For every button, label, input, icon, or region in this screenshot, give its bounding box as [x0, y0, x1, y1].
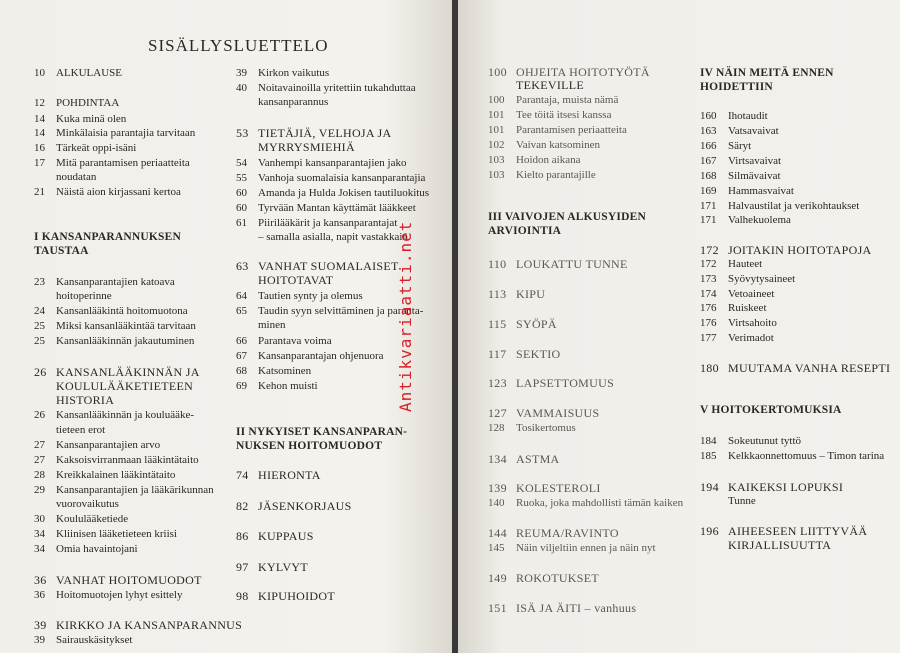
page-number: 176: [700, 317, 717, 329]
entry-title: LOUKATTU TUNNE: [516, 257, 628, 271]
entry-title: Kuka minä olen: [56, 113, 127, 125]
entry-title: Kreikkalainen lääkintätaito: [56, 469, 176, 481]
entry-title: Kansanparantajan ohjenuora: [258, 350, 384, 362]
page-number: 149: [488, 571, 507, 585]
page-number: 39: [34, 618, 47, 632]
page-number: 60: [236, 187, 247, 199]
entry-title: Tosikertomus: [516, 422, 576, 434]
entry-title: Kansanlääkintä hoitomuotona: [56, 305, 188, 317]
page-number: 17: [34, 157, 45, 169]
entry-title: Kliinisen lääketieteen kriisi: [56, 528, 177, 540]
page-number: 180: [700, 361, 719, 375]
entry-title: Kehon muisti: [258, 380, 318, 392]
section-heading: I KANSANPARANNUKSEN: [34, 231, 182, 243]
watermark: Antikvariaatti.net: [396, 220, 415, 412]
section-heading: III VAIVOJEN ALKUSYIDEN: [488, 211, 646, 223]
page-number: 176: [700, 302, 717, 314]
page-number: 160: [700, 110, 717, 122]
section-heading: TAUSTAA: [34, 245, 89, 257]
page-number: 167: [700, 155, 717, 167]
page-number: 98: [236, 589, 249, 603]
page-number: 151: [488, 601, 507, 615]
page-number: 172: [700, 243, 719, 257]
entry-title: JOITAKIN HOITOTAPOJA: [728, 243, 872, 257]
entry-title: Kansanparantajien arvo: [56, 439, 161, 451]
page-number: 117: [488, 347, 507, 361]
page-number: 39: [236, 67, 247, 79]
page-number: 14: [34, 113, 45, 125]
page-number: 39: [34, 634, 45, 646]
entry-title: VANHAT HOITOMUODOT: [56, 573, 202, 587]
entry-title: tieteen erot: [56, 424, 106, 436]
page-number: 27: [34, 454, 45, 466]
page-number: 67: [236, 350, 247, 362]
entry-title: Silmävaivat: [728, 170, 781, 182]
entry-title: KYLVYT: [258, 560, 309, 574]
entry-title: VAMMAISUUS: [516, 406, 600, 420]
entry-title: Halvaustilat ja verikohtaukset: [728, 200, 860, 212]
entry-title: HOITOTAVAT: [258, 273, 334, 287]
page-number: 53: [236, 126, 249, 140]
entry-title: VANHAT SUOMALAISET: [258, 259, 399, 273]
page-number: 60: [236, 202, 247, 214]
entry-title: Miksi kansanlääkintää tarvitaan: [56, 320, 196, 332]
entry-title: vuorovaikutus: [56, 498, 119, 510]
page-number: 134: [488, 452, 507, 466]
entry-title: Kaksoisvirranmaan lääkintätaito: [56, 454, 199, 466]
page-number: 40: [236, 82, 247, 94]
page-number: 25: [34, 320, 45, 332]
entry-title: REUMA/RAVINTO: [516, 526, 619, 540]
entry-title: Tautien synty ja olemus: [258, 290, 363, 302]
entry-title: KUPPAUS: [258, 529, 314, 543]
entry-title: Vanhempi kansanparantajien jako: [258, 157, 407, 169]
page-number: 185: [700, 450, 717, 462]
section-heading: IV NÄIN MEITÄ ENNEN: [700, 67, 834, 79]
page-number: 127: [488, 406, 507, 420]
page-number: 101: [488, 124, 505, 136]
entry-title: Virtsahoito: [728, 317, 777, 329]
page-number: 177: [700, 332, 717, 344]
page-number: 69: [236, 380, 247, 392]
page-number: 36: [34, 573, 47, 587]
entry-title: Syövytysaineet: [728, 273, 796, 285]
page-number: 174: [700, 288, 717, 300]
page-number: 145: [488, 542, 505, 554]
entry-title: Parantava voima: [258, 335, 332, 347]
page-number: 61: [236, 217, 247, 229]
page-number: 82: [236, 499, 249, 513]
entry-title: KIRJALLISUUTTA: [728, 538, 832, 552]
page-number: 10: [34, 67, 45, 79]
entry-title: Tunne: [728, 495, 756, 507]
entry-title: AIHEESEEN LIITTYVÄÄ: [728, 524, 868, 538]
page-number: 16: [34, 142, 45, 154]
page-number: 36: [34, 589, 45, 601]
entry-title: KAIKEKSI LOPUKSI: [728, 480, 844, 494]
page-number: 103: [488, 169, 505, 181]
entry-title: Vaivan katsominen: [516, 139, 601, 151]
page-number: 184: [700, 435, 717, 447]
entry-title: Verimadot: [728, 332, 774, 344]
page-number: 102: [488, 139, 505, 151]
entry-title: Kirkon vaikutus: [258, 67, 330, 79]
page-number: 194: [700, 480, 719, 494]
entry-title: Koululääketiede: [56, 513, 129, 525]
entry-title: KOLESTEROLI: [516, 481, 601, 495]
entry-title: Tyrvään Mantan käyttämät lääkkeet: [258, 202, 416, 214]
entry-title: ASTMA: [516, 452, 560, 466]
entry-title: Parantaja, muista nämä: [516, 94, 619, 106]
page-number: 86: [236, 529, 249, 543]
page-number: 173: [700, 273, 717, 285]
page-number: 68: [236, 365, 247, 377]
entry-title: Omia havaintojani: [56, 543, 138, 555]
entry-title: Taudin syyn selvittäminen ja paranta-: [258, 305, 424, 317]
entry-title: Tee töitä itsesi kanssa: [516, 109, 612, 121]
page-number: 23: [34, 276, 45, 288]
entry-title: KOULULÄÄKETIETEEN: [56, 379, 194, 393]
page-number: 25: [34, 335, 45, 347]
page-number: 110: [488, 257, 507, 271]
entry-title: Hauteet: [728, 258, 763, 270]
section-heading: II NYKYISET KANSANPARAN-: [236, 426, 408, 438]
entry-title: TIETÄJIÄ, VELHOJA JA: [258, 126, 392, 140]
entry-title: Vanhoja suomalaisia kansanparantajia: [258, 172, 426, 184]
page-number: 169: [700, 185, 717, 197]
page-number: 172: [700, 258, 717, 270]
entry-title: Sairauskäsitykset: [56, 634, 133, 646]
page-number: 34: [34, 528, 45, 540]
entry-title: noudatan: [56, 171, 97, 183]
entry-title: KIPUHOIDOT: [258, 589, 335, 603]
page-number: 113: [488, 287, 507, 301]
page-number: 54: [236, 157, 247, 169]
section-heading: ARVIOINTIA: [488, 225, 562, 237]
entry-title: hoitoperinne: [56, 290, 112, 302]
entry-title: Kansanlääkinnän jakautuminen: [56, 335, 195, 347]
entry-title: Virtsavaivat: [728, 155, 782, 167]
section-heading: V HOITOKERTOMUKSIA: [700, 404, 842, 416]
page-number: 29: [34, 484, 45, 496]
entry-title: Minkälaisia parantajia tarvitaan: [56, 127, 196, 139]
section-heading: HOIDETTIIN: [700, 81, 773, 93]
entry-title: POHDINTAA: [56, 97, 120, 109]
entry-title: Kansanparantajien ja lääkärikunnan: [56, 484, 214, 496]
page-number: 97: [236, 560, 249, 574]
page-title: SISÄLLYSLUETTELO: [148, 36, 329, 55]
page-number: 26: [34, 409, 45, 421]
entry-title: Hammasvaivat: [728, 185, 794, 197]
page-number: 24: [34, 305, 45, 317]
entry-title: HISTORIA: [56, 393, 115, 407]
page-number: 63: [236, 259, 249, 273]
entry-title: MUUTAMA VANHA RESEPTI: [728, 361, 891, 375]
entry-title: SEKTIO: [516, 347, 561, 361]
page-number: 74: [236, 468, 249, 482]
page-number: 26: [34, 365, 47, 379]
entry-title: Vatsavaivat: [728, 125, 779, 137]
page-number: 163: [700, 125, 717, 137]
page-number: 64: [236, 290, 247, 302]
page-number: 21: [34, 186, 45, 198]
page-number: 196: [700, 524, 719, 538]
page-number: 128: [488, 422, 505, 434]
entry-title: Valhekuolema: [728, 214, 791, 226]
entry-title: Kansanparantajien katoava: [56, 276, 175, 288]
page-number: 168: [700, 170, 717, 182]
entry-title: HIERONTA: [258, 468, 321, 482]
page-number: 27: [34, 439, 45, 451]
entry-title: Ihotaudit: [728, 110, 768, 122]
entry-title: ISÄ JA ÄITI – vanhuus: [516, 601, 637, 615]
page-number: 140: [488, 497, 505, 509]
page-number: 166: [700, 140, 717, 152]
section-heading: NUKSEN HOITOMUODOT: [236, 440, 383, 452]
entry-title: Kansanlääkinnän ja kouluääke-: [56, 409, 195, 421]
page-number: 139: [488, 481, 507, 495]
entry-title: KANSANLÄÄKINNÄN JA: [56, 365, 200, 379]
entry-title: Noitavainoilla yritettiin tukahduttaa: [258, 82, 416, 94]
entry-title: Parantamisen periaatteita: [516, 124, 627, 136]
entry-title: Näin viljeltiin ennen ja näin nyt: [516, 542, 656, 554]
entry-title: Piirilääkärit ja kansanparantajat: [258, 217, 398, 229]
page-number: 55: [236, 172, 247, 184]
entry-title: Tärkeät oppi-isäni: [56, 142, 137, 154]
entry-title: TEKEVILLE: [516, 78, 585, 92]
entry-title: Vetoaineet: [728, 288, 775, 300]
page-number: 171: [700, 200, 717, 212]
page-number: 103: [488, 154, 505, 166]
entry-title: Katsominen: [258, 365, 312, 377]
entry-title: MYRRYSMIEHIÄ: [258, 140, 355, 154]
entry-title: Amanda ja Hulda Jokisen tautiluokitus: [258, 187, 430, 199]
entry-title: Näistä aion kirjassani kertoa: [56, 186, 181, 198]
page-number: 34: [34, 543, 45, 555]
page-number: 100: [488, 65, 507, 79]
entry-title: Sokeutunut tyttö: [728, 435, 802, 447]
entry-title: minen: [258, 319, 286, 331]
entry-title: ROKOTUKSET: [516, 571, 599, 585]
entry-title: Hoidon aikana: [516, 154, 581, 166]
page-number: 101: [488, 109, 505, 121]
page-number: 14: [34, 127, 45, 139]
page-number: 100: [488, 94, 505, 106]
entry-title: SYÖPÄ: [516, 317, 557, 331]
page-number: 144: [488, 526, 507, 540]
entry-title: Hoitomuotojen lyhyt esittely: [56, 589, 183, 601]
entry-title: OHJEITA HOITOTYÖTÄ: [516, 65, 650, 79]
entry-title: Ruoka, joka mahdollisti tämän kaiken: [516, 497, 684, 509]
page-number: 65: [236, 305, 247, 317]
page-number: 30: [34, 513, 45, 525]
page-number: 28: [34, 469, 45, 481]
page-number: 123: [488, 376, 507, 390]
entry-title: Ruiskeet: [728, 302, 767, 314]
entry-title: Säryt: [728, 140, 752, 152]
entry-title: Kielto parantajille: [516, 169, 596, 181]
entry-title: KIPU: [516, 287, 546, 301]
page-number: 66: [236, 335, 247, 347]
page-number: 171: [700, 214, 717, 226]
entry-title: Kelkkaonnettomuus – Timon tarina: [728, 450, 885, 462]
entry-title: – samalla asialla, napit vastakkain: [258, 231, 408, 243]
entry-title: KIRKKO JA KANSANPARANNUS: [56, 618, 243, 632]
page-number: 12: [34, 97, 45, 109]
entry-title: Mitä parantamisen periaatteita: [56, 157, 190, 169]
entry-title: kansanparannus: [258, 96, 329, 108]
entry-title: JÄSENKORJAUS: [258, 499, 352, 513]
page-number: 115: [488, 317, 507, 331]
entry-title: ALKULAUSE: [56, 67, 122, 79]
entry-title: LAPSETTOMUUS: [516, 376, 615, 390]
